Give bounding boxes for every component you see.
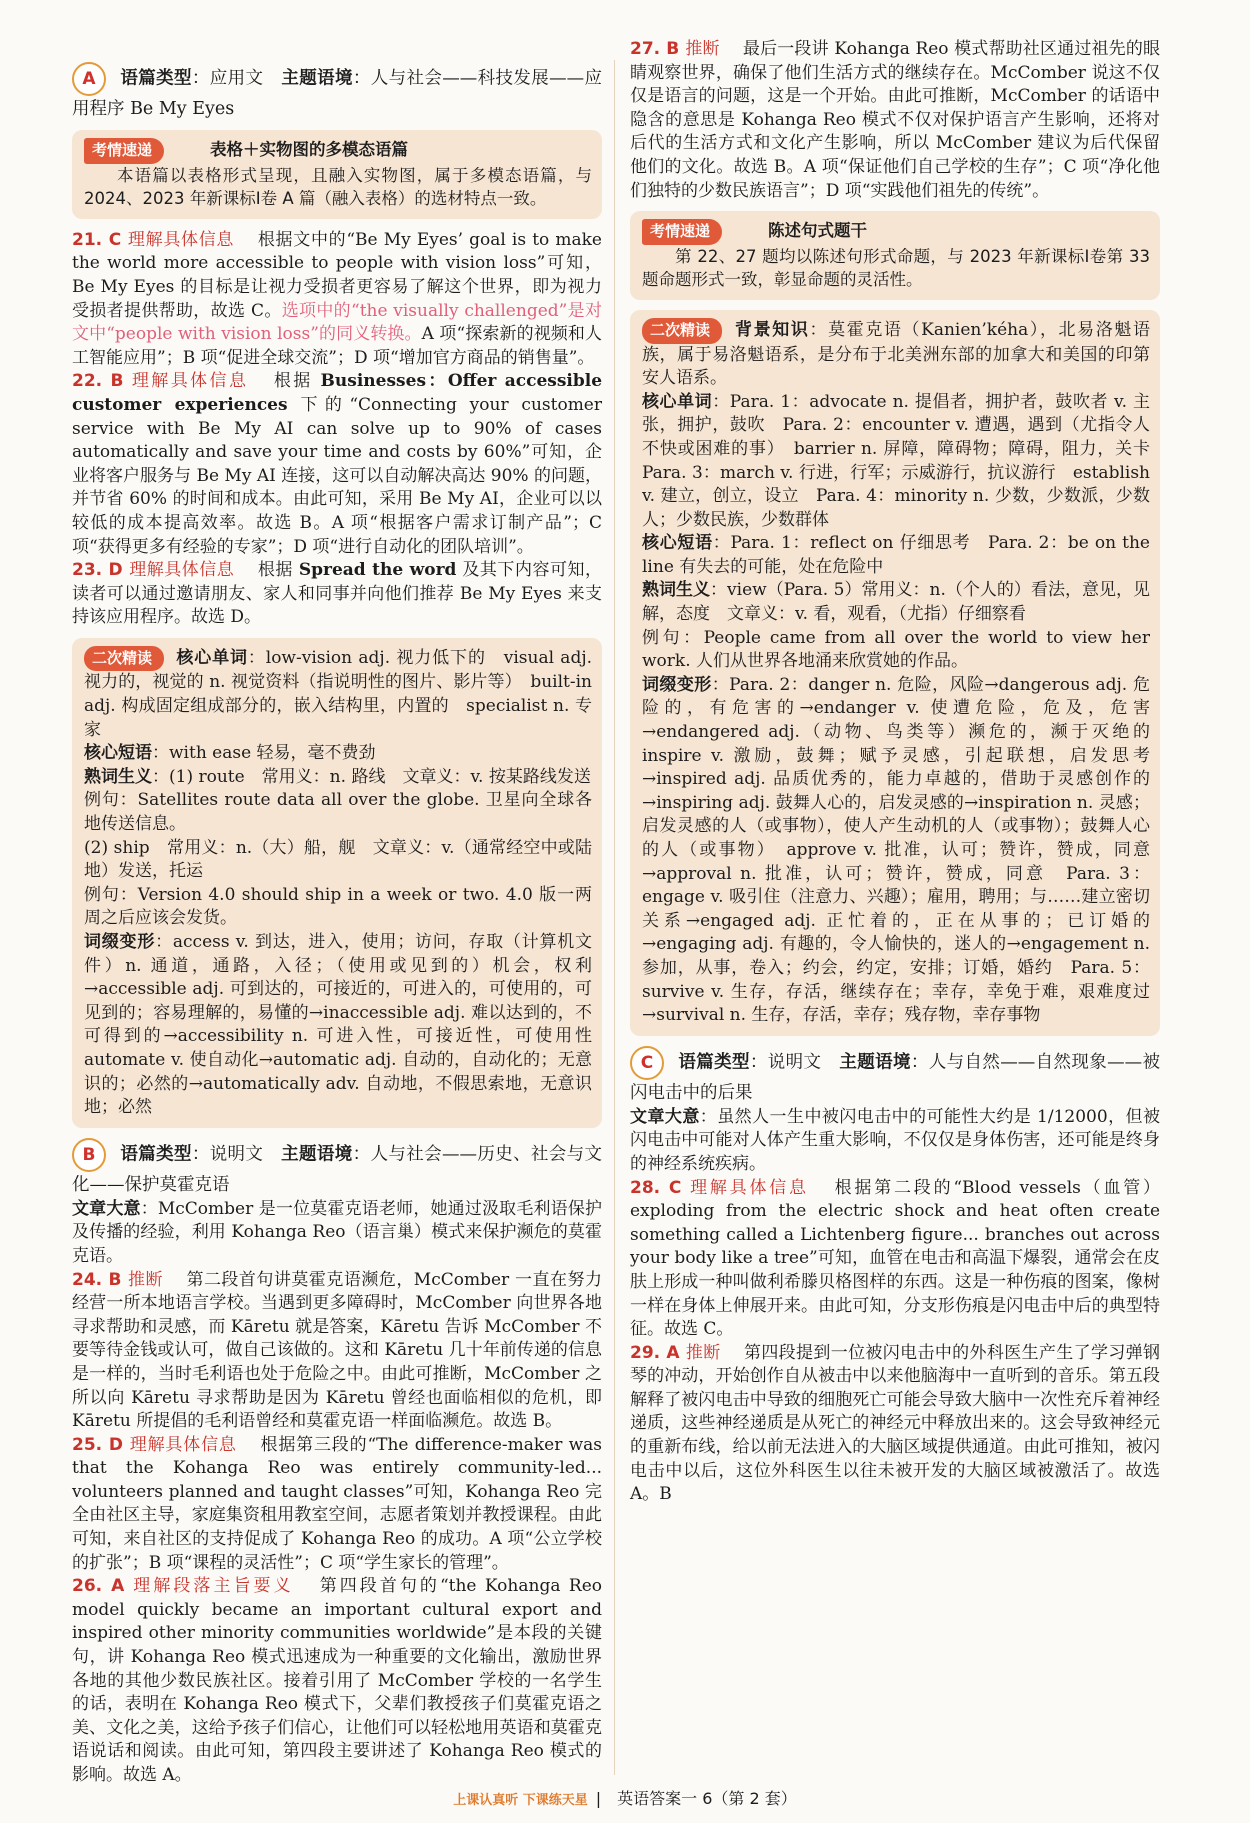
- text-segment: 核心短语: [84, 743, 152, 764]
- text-segment: 词缀变形: [84, 932, 156, 952]
- section-a-header: [72, 62, 602, 122]
- answer-23: [72, 559, 602, 630]
- text-segment: 24. B: [72, 1269, 122, 1290]
- text-segment: 熟词生义: [84, 766, 152, 787]
- text-segment: 理解段落主旨要义: [130, 1576, 294, 1597]
- review-a-1: [84, 742, 592, 766]
- text-segment: 21. C: [72, 229, 122, 250]
- text-segment: A 项“探索新的视频和人工智能应用”；B 项“促进全球交流”；D 项“增加官方商品的销售量”。: [72, 324, 602, 368]
- exam-tip-title: 表格＋实物图的多模态语篇: [210, 140, 409, 159]
- exam-tip-body: 本语篇以表格形式呈现，且融入实物图，属于多模态语篇，与 2024、2023 年新课标Ⅰ卷 A 篇（融入表格）的选材特点一致。: [84, 165, 592, 209]
- answer-29: [630, 1342, 1160, 1507]
- text-segment: 核心短语: [642, 533, 713, 554]
- section-c-summary: [630, 1106, 1160, 1177]
- text-segment: 语篇类型: [120, 1144, 192, 1165]
- text-segment: 文章大意: [72, 1198, 141, 1219]
- exam-tip-body-b: 第 22、27 题均以陈述句形式命题，与 2023 年新课标Ⅰ卷第 33 题命题形式一致，彰显命题的灵活性。: [642, 246, 1150, 290]
- text-segment: 理解具体信息: [687, 1177, 809, 1198]
- text-segment: 熟词生义: [642, 580, 711, 601]
- section-a-badge: A: [72, 62, 106, 96]
- text-segment: ：McComber 是一位莫霍克语老师，她通过汲取毛利语保护及传播的经验，利用 Kohanga Reo（语言巢）模式来保护濒危的莫霍克语。: [72, 1198, 603, 1266]
- text-segment: 推断: [685, 1342, 721, 1363]
- review-b-2: [642, 532, 1150, 579]
- footer-title: 英语答案一 6（第 2 套）: [617, 1789, 797, 1808]
- text-segment: ：Para. 1：reflect on 仔细思考 Para. 2：be on the line 有失去的可能，处在危险中: [642, 533, 1150, 577]
- text-segment: 29. A: [630, 1342, 680, 1363]
- text-segment: ：low-vision adj. 视力低下的 visual adj. 视力的，视觉的 n. 视觉资料（指说明性的图片、影片等） built-in adj. 构成固定组成部分的，嵌入结构里，内置的 specialist n. 专家: [84, 647, 592, 740]
- answer-24: [72, 1269, 602, 1434]
- exam-tip-tag: 考情速递: [84, 138, 164, 164]
- text-segment: ：Para. 1：advocate n. 提倡者，拥护者，鼓吹者 v. 主张，拥护，鼓吹 Para. 2：encounter v. 遭遇，遇到（尤指令人不快或困难的事） barrier n. 屏障，障碍物；障碍，阻力，关卡 Para. 3：march v. 行进，行军；示威游行，抗议游行 establish v. 建立，创立，设立 Para. 4：minority n. 少数，少数派，少数人；少数民族，少数群体: [642, 391, 1167, 530]
- text-segment: 25. D: [72, 1434, 123, 1455]
- text-segment: ：虽然人一生中被闪电击中的可能性大约是 1/12000，但被闪电击中可能对人体产生重大影响，不仅仅是身体伤害，还可能是终身的神经系统疾病。: [630, 1106, 1161, 1174]
- text-segment: 推断: [685, 39, 720, 59]
- right-column: [630, 38, 1167, 1507]
- section-b-summary: [72, 1198, 602, 1269]
- text-segment: ：莫霍克语（Kanien’kéha），北易洛魁语族，属于易洛魁语系，是分布于北美洲东部的加拿大和美国的印第安人语系。: [642, 319, 1150, 389]
- text-segment: ：with ease 轻易，毫不费劲: [152, 743, 376, 764]
- text-segment: 及其下内容可知，读者可以通过邀请朋友、家人和同事并向他们推荐 Be My Eyes 来支持该应用程序。故选 D。: [72, 560, 603, 628]
- text-segment: 根据第三段的“The difference-maker was that the Kohanga Reo was entirely community-led... volunteers planned and taught classes”可知，Kohanga Reo 完全由社区主导，家庭集资租用教室空间，志愿者策划并教授课程。由此可知，来自社区的支持促成了 Kohanga Reo 的成功。A 项“公立学校的扩张”；B 项“课程的灵活性”；C 项“学生家长的管理”。: [72, 1434, 603, 1573]
- review-b-3: [642, 579, 1150, 626]
- text-segment: 下的“Connecting your customer service with Be My AI can solve up to 90% of cases automatically and save your time and costs by 60%”可知，企业将客户服务与 Be My AI 连接，这可以自动解决高达 90% 的问题，并节省 60% 的时间和成本。由此可知，采用 Be My AI，企业可以以较低的成本提高效率。故选 B。A 项“根据客户需求订制产品”；C 项“获得更多有经验的专家”；D 项“进行自动化的团队培训”。: [72, 394, 602, 557]
- answer-28: [630, 1177, 1160, 1342]
- text-segment: 根据第二段的“Blood vessels（血管）exploding from the electric shock and heat often create something called a Lichtenberg figure... branches out across your body like a tree”可知，血管在电击和高温下爆裂，通常会在皮肤上形成一种叫做利希滕贝格图样的东西。这是一种伤痕的图案，像树一样在身体上伸展开来。由此可知，分支形伤痕是闪电击中后的典型特征。故选 C。: [630, 1177, 1161, 1340]
- second-reading-tag-b: 二次精读: [642, 318, 722, 344]
- text-segment: 语篇类型: [678, 1052, 750, 1073]
- review-a-5: [84, 884, 592, 931]
- text-segment: 第四段首句的“the Kohanga Reo model quickly became an important cultural export and inspired other minority communities worldwide”是本段的关键句，讲 Kohanga Reo 模式迅速成为一种重要的文化输出，激励世界各地的其他少数民族社区。接着引用了 McComber 学校的一名学生的话，表明在 Kohanga Reo 模式下，父辈们教授孩子们莫霍克语之美、文化之美，这给予孩子们信心，让他们可以轻松地用英语和莫霍克语说话和阅读。由此可知，第四段主要讲述了 Kohanga Reo 模式的影响。故选 A。: [72, 1576, 602, 1785]
- review-b-4: [642, 627, 1150, 674]
- text-segment: 根据文中的“Be My Eyes’ goal is to make the world more accessible to people with vision loss”可知，Be My Eyes 的目标是让视力受损者更容易了解这个世界，即为视力受损者提供帮助，故选 C。: [72, 229, 602, 321]
- exam-tip-tag-b: 考情速递: [642, 219, 722, 245]
- text-segment: 23. D: [72, 560, 123, 581]
- text-segment: 推断: [127, 1269, 163, 1290]
- text-segment: 根据: [273, 371, 313, 392]
- text-segment: 根据: [257, 560, 293, 581]
- text-segment: (2) ship 常用义：n.（大）船，舰 文章义：v.（通常经空中或陆地）发送，托运: [84, 837, 592, 882]
- text-segment: 理解具体信息: [128, 560, 235, 581]
- column-divider: [614, 60, 615, 1775]
- page-footer: 上课认真听 下课练天星 | 英语答案一 6（第 2 套）: [453, 1789, 797, 1808]
- text-segment: 第二段首句讲莫霍克语濒危，McComber 一直在努力经营一所本地语言学校。当遇到更多障碍时，McComber 向世界各地寻求帮助和灵感，而 Kāretu 就是答案，Kāretu 告诉 McComber 不要等待金钱或认可，做自己该做的。这和 Kāretu 几十年前传递的信息是一样的，当时毛利语也处于危险之中。由此可推断，McComber 之所以向 Kāretu 寻求帮助是因为 Kāretu 曾经也面临相似的危机，即 Kāretu 所提倡的毛利语曾经和莫霍克语一样面临濒危。故选 B。: [72, 1269, 603, 1432]
- section-c-badge: C: [630, 1046, 664, 1080]
- text-segment: 例句：Satellites route data all over the globe. 卫星向全球各地传送信息。: [84, 790, 592, 835]
- review-a-4: [84, 837, 592, 884]
- text-segment: Businesses：Offer accessible customer experiences: [72, 371, 603, 415]
- text-segment: 第四段提到一位被闪电击中的外科医生产生了学习弹钢琴的冲动，开始创作自从被击中以来他脑海中一直听到的音乐。第五段解释了被闪电击中导致的细胞死亡可能会导致大脑中一次性充斥着神经递质，这些神经递质是从死亡的神经元中释放出来的。这会导致神经元的重新布线，给以前无法进入的大脑区域提供通道。由此可推知，被闪电击中以后，这位外科医生以往未被开发的大脑区域被激活了。故选 A。B: [630, 1342, 1161, 1505]
- exam-tip-box-a: [72, 130, 602, 219]
- text-segment: 例句：Version 4.0 should ship in a week or two. 4.0 版一两周之后应该会发货。: [84, 884, 592, 929]
- text-segment: ：(1) route 常用义：n. 路线 文章义：v. 按某路线发送: [152, 766, 591, 787]
- exam-tip-title-b: 陈述句式题干: [768, 221, 868, 241]
- answer-22: [72, 370, 602, 559]
- text-segment: 主题语境: [281, 68, 353, 89]
- text-segment: ：说明文: [749, 1052, 822, 1073]
- answer-25: [72, 1434, 602, 1576]
- review-b-5: [642, 674, 1167, 1028]
- text-segment: 选项中的“the visually challenged”是对文中“people with vision loss”的同义转换。: [72, 300, 602, 345]
- text-segment: ：人与自然——自然现象——被闪电击中的后果: [630, 1052, 1161, 1103]
- section-c-header: [630, 1046, 1160, 1106]
- text-segment: 主题语境: [839, 1052, 911, 1073]
- answer-26-start: [72, 1575, 602, 1787]
- text-segment: ：说明文: [191, 1144, 264, 1165]
- text-segment: 28. C: [630, 1177, 682, 1198]
- section-b-badge: B: [72, 1138, 106, 1172]
- answer-21: [72, 229, 602, 371]
- answer-27: [630, 38, 1160, 203]
- text-segment: 主题语境: [281, 1144, 353, 1165]
- second-reading-tag: 二次精读: [84, 646, 164, 672]
- text-segment: 最后一段讲 Kohanga Reo 模式帮助社区通过祖先的眼睛观察世界，确保了他们生活方式的继续存在。McComber 说这不仅仅是语言的问题，这是一个开始。由此可推断，McComber 的话语中隐含的意思是 Kohanga Reo 模式不仅对保护语言产生影响，还将对后代的生活方式和文化产生影响，所以 McComber 建议为后代保留他们的文化。故选 B。A 项“保证他们自己学校的生存”；C 项“净化他们独特的少数民族语言”；D 项“实践他们祖先的传统”。: [630, 39, 1161, 201]
- left-column: [72, 62, 609, 1788]
- text-segment: 22. B: [72, 371, 124, 392]
- text-segment: 核心单词: [642, 391, 713, 412]
- text-segment: 26. A: [72, 1576, 125, 1597]
- text-segment: ：view（Para. 5）常用义：n.（个人的）看法，意见，见解，态度 文章义：v. 看，观看，（尤指）仔细察看: [642, 580, 1150, 625]
- second-reading-box-b: [630, 310, 1167, 1036]
- review-b-1: [642, 391, 1167, 533]
- text-segment: 27. B: [630, 39, 680, 59]
- review-a-3: [84, 789, 592, 836]
- text-segment: ：人与社会——历史、社会与文化——保护莫霍克语: [72, 1144, 603, 1195]
- text-segment: 理解具体信息: [127, 229, 235, 250]
- text-segment: 例句：People came from all over the world to view her work. 人们从世界各地涌来欣赏她的作品。: [642, 627, 1150, 672]
- text-segment: 背景知识: [735, 319, 810, 340]
- review-a-6: [84, 931, 609, 1120]
- review-a-2: [84, 766, 592, 790]
- text-segment: Spread the word: [298, 560, 457, 581]
- exam-tip-box-b: [630, 211, 1160, 300]
- footer-logo: 上课认真听 下课练天星: [453, 1793, 588, 1808]
- text-segment: ：Para. 2：danger n. 危险，风险→dangerous adj. 危险的，有危害的→endanger v. 使遭危险，危及，危害→endangered adj.（动物、鸟类等）濒危的，濒于灭绝的 inspire v. 激励，鼓舞；赋予灵感，引起联想，启发思考→inspired adj. 品质优秀的，能力卓越的，借助于灵感创作的→inspiring adj. 鼓舞人心的，启发灵感的→inspiration n. 灵感；启发灵感的人（或事物），使人产生动机的人（或事物）；鼓舞人心的人（或事物） approve v. 批准，认可；赞许，赞成，同意→approval n. 批准，认可；赞许，赞成，同意 Para. 3：engage v. 吸引住（注意力、兴趣）；雇用，聘用；与……建立密切关系→engaged adj. 正忙着的，正在从事的；已订婚的→engaging adj. 有趣的，令人愉快的，迷人的→engagement n. 参加，从事，卷入；约会，约定，安排；订婚，婚约 Para. 5：survive v. 生存，存活，继续存在；幸存，幸免于难，艰难度过→survival n. 生存，存活，幸存；残存物，幸存事物: [642, 674, 1167, 1026]
- text-segment: 核心单词: [176, 647, 248, 668]
- text-segment: 理解具体信息: [128, 1434, 237, 1455]
- text-segment: 理解具体信息: [129, 371, 249, 392]
- text-segment: ：应用文: [191, 68, 264, 89]
- text-segment: 文章大意: [630, 1106, 700, 1127]
- second-reading-box-a: [72, 638, 609, 1128]
- section-b-header: [72, 1138, 602, 1198]
- text-segment: ：人与社会——科技发展——应用程序 Be My Eyes: [72, 68, 603, 119]
- text-segment: 词缀变形: [642, 674, 712, 695]
- text-segment: 语篇类型: [120, 68, 192, 89]
- text-segment: ：access v. 到达，进入，使用；访问，存取（计算机文件）n. 通道，通路，入径；（使用或见到的）机会，权利→accessible adj. 可到达的，可接近的，可进入的，可使用的，可见到的；容易理解的，易懂的→inaccessible adj. 难以达到的，不可得到的→accessibility n. 可进入性，可接近性，可使用性 automate v. 使自动化→automatic adj. 自动的，自动化的；无意识的；必然的→automatically adv. 自动地，不假思索地，无意识地；必然: [84, 932, 609, 1118]
